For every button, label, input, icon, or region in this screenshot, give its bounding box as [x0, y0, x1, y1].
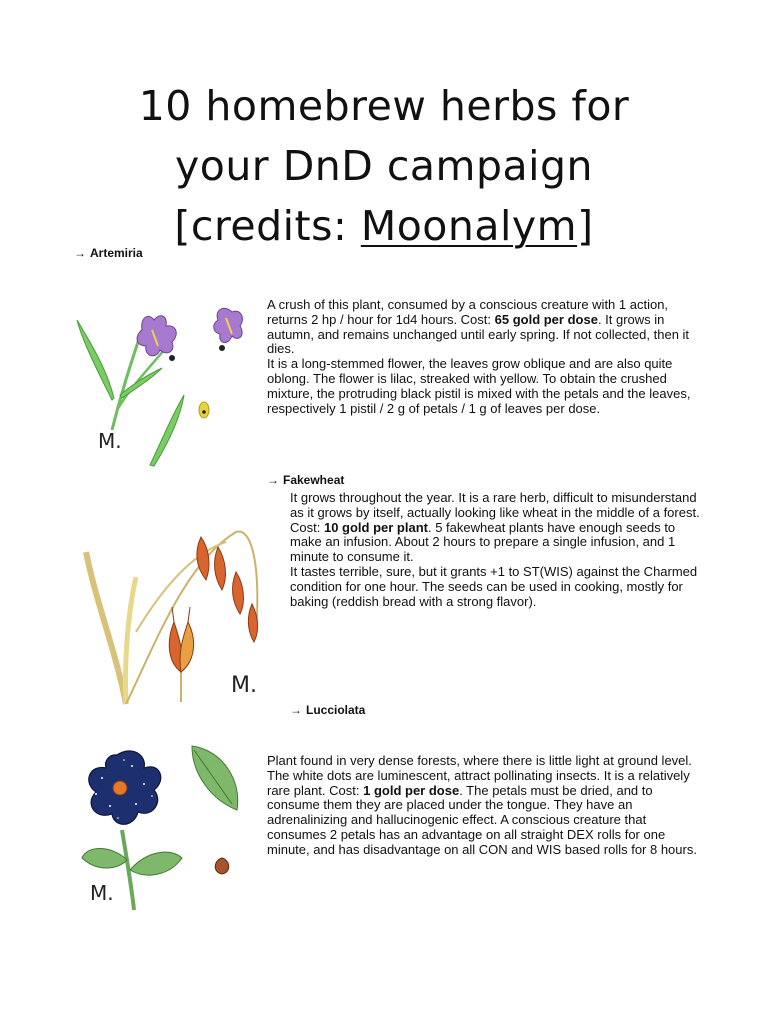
herb-heading-fakewheat	[267, 473, 344, 487]
fakewheat-paragraph-2: It tastes terrible, sure, but it grants +1 to ST(WIS) against the Charmed condition for one hour. The seeds can be used in cooking, mostly for baking (reddish bread with a strong flavor).	[290, 563, 698, 609]
artemiria-illustration	[72, 290, 257, 470]
cost: 10 gold per plant	[323, 519, 428, 535]
arrow-icon: →	[74, 246, 86, 260]
herb-name: Artemiria	[90, 246, 143, 260]
signature: M.	[90, 881, 114, 905]
title-credit-suffix: ]	[577, 202, 594, 250]
text: . It grows in autumn, and remains unchanged until early spring. If not collected, then it dies.	[267, 311, 690, 357]
lucciolata-illustration	[72, 740, 247, 915]
title-line-1: 10 homebrew herbs for	[138, 82, 630, 130]
lucciolata-paragraph-1	[267, 754, 697, 858]
text: . 5 fakewheat plants have enough seeds to make an infusion. About 2 hours to prepare a single infusion, and 1 minute to consume it.	[290, 519, 676, 565]
credit-name: Moonalym	[360, 202, 578, 250]
text: A crush of this plant, consumed by a conscious creature with 1 action, returns 2 hp / hour for 1d4 hours. Cost:	[267, 297, 669, 327]
fakewheat-description	[290, 491, 700, 609]
title-line-2: your DnD campaign	[174, 142, 594, 190]
title-credit-prefix: [credits:	[174, 202, 361, 250]
artemiria-paragraph-2: It is a long-stemmed flower, the leaves grow oblique and are also quite oblong. The flower is lilac, streaked with yellow. To obtain the crushed mixture, the protruding black pistil is mixed with the petals and the leaves, respectively 1 pistil / 2 g of petals / 1 g of leaves per dose.	[267, 356, 691, 416]
text: . The petals must be dried, and to consume them they are placed under the tongue. They have an adrenalinizing and hallucinogenic effect. A conscious creature that consumes 2 petals has an advantage on all straight DEX rolls for one minute, and has disadvantage on all CON and WIS based rolls for 8 hours.	[267, 782, 697, 857]
arrow-icon: →	[267, 473, 279, 487]
herb-name: Lucciolata	[306, 703, 366, 717]
lucciolata-description	[267, 754, 697, 858]
page-title	[60, 76, 708, 256]
text: It grows throughout the year. It is a rare herb, difficult to misunderstand as it grows by itself, actually looking like wheat in the middle of a forest. Cost:	[290, 490, 700, 535]
text: Plant found in very dense forests, where there is little light at ground level. The white dots are luminescent, attract pollinating insects. It is a relatively rare plant. Cost:	[267, 753, 692, 798]
herb-name: Fakewheat	[283, 473, 345, 487]
cost: 65 gold per dose	[494, 311, 598, 327]
fakewheat-paragraph-1	[290, 491, 700, 565]
herb-heading-artemiria	[74, 246, 143, 260]
fakewheat-illustration	[76, 522, 276, 707]
herb-heading-lucciolata	[290, 703, 365, 717]
signature: M.	[231, 673, 257, 698]
arrow-icon: →	[290, 703, 302, 717]
artemiria-paragraph-1	[267, 298, 697, 357]
title-line-3	[60, 196, 708, 256]
artemiria-description	[267, 298, 697, 416]
cost: 1 gold per dose	[363, 782, 460, 798]
signature: M.	[98, 429, 122, 453]
